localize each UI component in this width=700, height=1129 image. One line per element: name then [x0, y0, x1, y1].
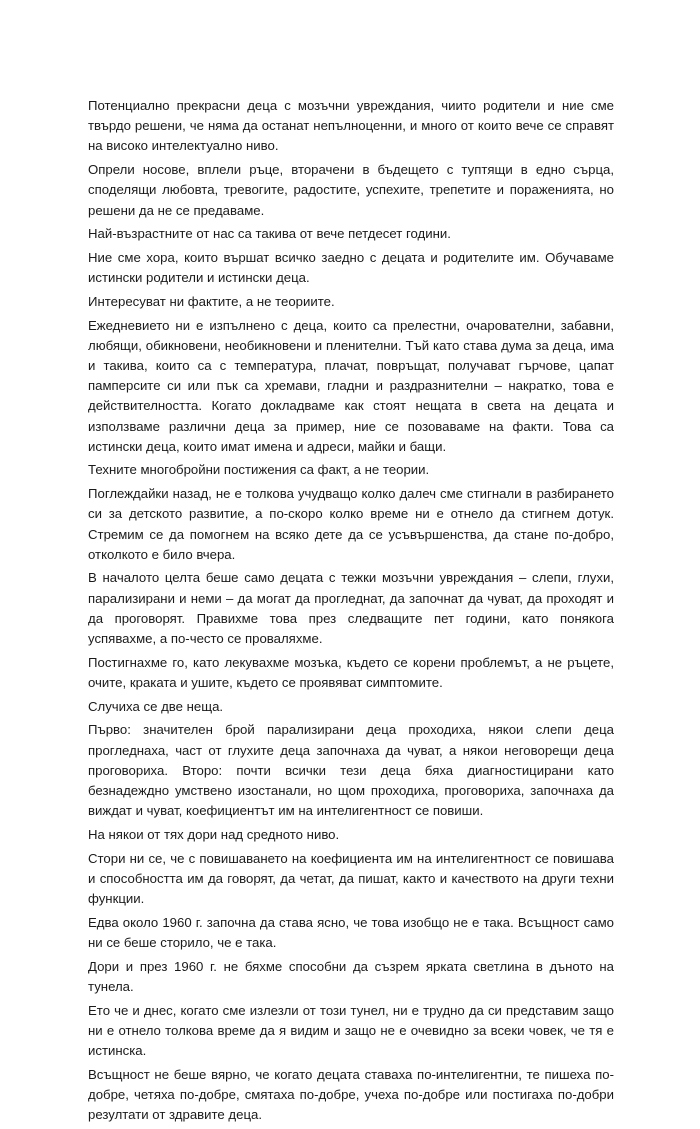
- paragraph: Интересуват ни фактите, а не теориите.: [88, 293, 335, 309]
- paragraph: Опрели носове, вплели ръце, вторачени в бъдещето с туптящи в едно сърца, споделящи любовта, тревогите, радостите, успехите, трепетите и пораженията, но решени да не се предаваме.: [88, 162, 614, 218]
- paragraph: Потенциално прекрасни деца с мозъчни увреждания, чиито родители и ние сме твърдо решени, че няма да останат непълноценни, и много от които вече се справят на високо интелектуално ниво.: [88, 98, 614, 154]
- paragraph: Поглеждайки назад, не е толкова учудващо колко далеч сме стигнали в разбирането си за детското развитие, а по-скоро колко време ни е отнело да стигнем дотук. Стремим се да помогнем на всяко дете да се усъвършенства, да стане по-добро, отколкото е било вчера.: [88, 486, 614, 562]
- paragraph: Едва около 1960 г. започна да става ясно, че това изобщо не е така. Всъщност само ни се беше сторило, че е така.: [88, 914, 614, 950]
- paragraph: На някои от тях дори над средното ниво.: [88, 826, 340, 842]
- paragraph: Постигнахме го, като лекувахме мозъка, където се корени проблемът, а не ръцете, очите, краката и ушите, където се проявяват симптомите.: [88, 654, 614, 690]
- paragraph: Дори и през 1960 г. не бяхме способни да съзрем ярката светлина в дъното на тунела.: [88, 958, 614, 994]
- paragraph: Ежедневието ни е изпълнено с деца, които са прелестни, очарователни, забавни, любящи, обикновени, необикновени и пленителни. Тъй като става дума за деца, има и такива, които са с температура, плачат, повръщат, получават гърчове, цапат памперсите си или пък са хремави, гладни и раздразнителни – накратко, това е действителността. Когато докладваме как стоят нещата в света на децата и използваме различни деца за пример, ние се позоваваме на факти. Това са истински деца, които имат имена и адреси, майки и бащи.: [88, 317, 614, 454]
- paragraph: Ние сме хора, които вършат всичко заедно с децата и родителите им. Обучаваме истински родители и истински деца.: [88, 249, 614, 286]
- paragraph: В началото целта беше само децата с тежки мозъчни увреждания – слепи, глухи, парализирани и неми – да могат да прогледнат, да започнат да чуват, да проходят и да проговорят. Правихме това през следващите пет години, като понякога успявахме, а по-често се проваляхме.: [88, 570, 614, 647]
- paragraph: Техните многобройни постижения са факт, а не теории.: [88, 462, 430, 478]
- paragraph: Стори ни се, че с повишаването на коефициента им на интелигентност се повишава и способността им да говорят, да четат, да пишат, както и качеството на други техни функции.: [88, 850, 614, 907]
- document-body: [88, 96, 614, 1129]
- paragraph: Случиха се две неща.: [88, 698, 224, 714]
- paragraph: Най-възрастните от нас са такива от вече петдесет години.: [88, 226, 451, 242]
- paragraph: Първо: значителен брой парализирани деца проходиха, някои слепи деца прогледнаха, част от глухите деца започнаха да чуват, а някои неговорещи деца проговориха. Второ: почти всички тези деца бяха диагностицирани като безнадеждно умствено изостанали, но щом проходиха, проговориха, започнаха да виждат и чуват, коефициентът им на интелигентност се повиши.: [88, 722, 614, 819]
- paragraph: Ето че и днес, когато сме излезли от този тунел, ни е трудно да си представим защо ни е отнело толкова време да я видим и защо не е очевидно за всеки човек, че тя е истинска.: [88, 1002, 614, 1058]
- paragraph: Всъщност не беше вярно, че когато децата ставаха по-интелигентни, те пишеха по-добре, четяха по-добре, смятаха по-добре, учеха по-добре или постигаха по-добри резултати от здравите деца.: [88, 1066, 614, 1123]
